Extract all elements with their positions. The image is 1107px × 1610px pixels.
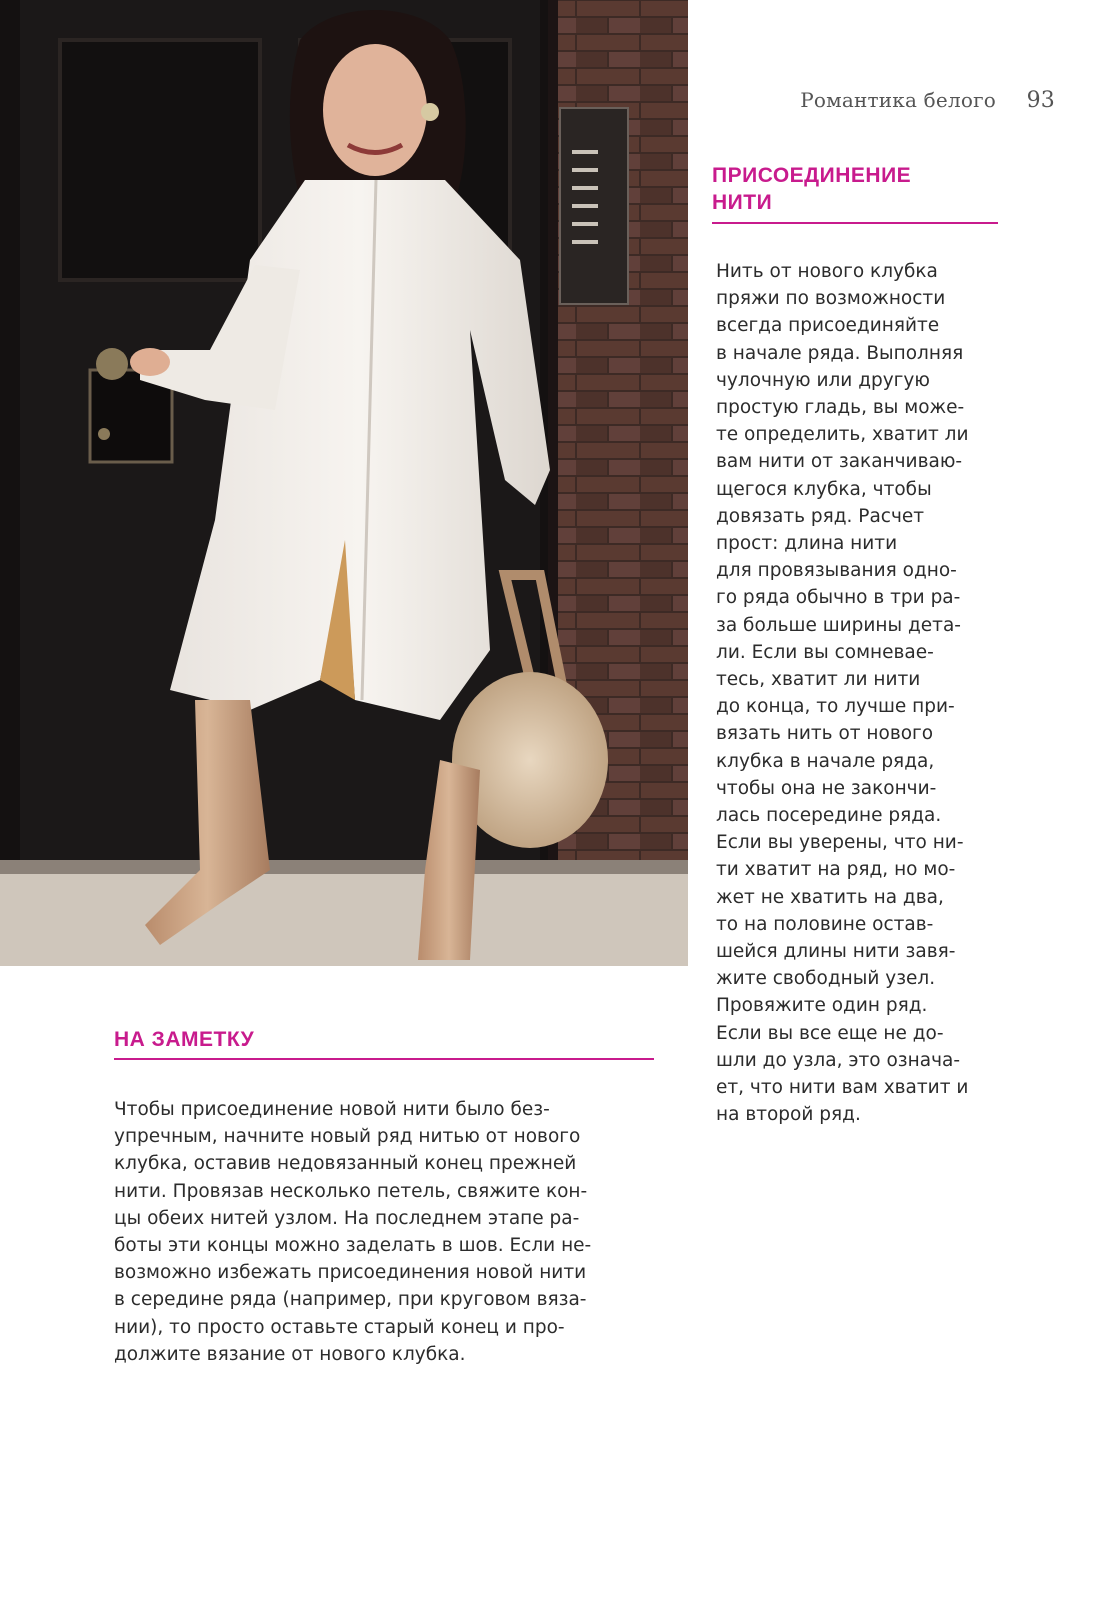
text-line: ти хватит на ряд, но мо- bbox=[716, 859, 956, 881]
text-line: те определить, хватит ли bbox=[716, 424, 969, 446]
text-line: клубка, оставив недовязанный конец прежней bbox=[114, 1153, 577, 1175]
running-header bbox=[800, 88, 1055, 113]
text-line: всегда присоединяйте bbox=[716, 315, 940, 337]
text-line: Если вы все еще не до- bbox=[716, 1022, 944, 1044]
text-line: Нить от нового клубка bbox=[716, 261, 938, 282]
text-line: тесь, хватит ли нити bbox=[716, 669, 921, 691]
text-line: прост: длина нити bbox=[716, 533, 898, 555]
text-line: Если вы уверены, что ни- bbox=[716, 832, 964, 854]
text-line: ли. Если вы сомневае- bbox=[716, 641, 934, 663]
text-line: то на половине остав- bbox=[716, 913, 934, 935]
text-line: щегося клубка, чтобы bbox=[716, 478, 932, 500]
note-body bbox=[114, 1096, 591, 1368]
note-heading-rule bbox=[114, 1058, 654, 1060]
text-line: Чтобы присоединение новой нити было без- bbox=[114, 1099, 550, 1120]
sidebar-heading-line: НИТИ bbox=[712, 191, 773, 214]
text-line: клубка в начале ряда, bbox=[716, 750, 935, 772]
text-line: в середине ряда (например, при круговом вяза- bbox=[114, 1289, 587, 1311]
text-line: упречным, начните новый ряд нитью от нового bbox=[114, 1126, 581, 1148]
sidebar-heading-rule bbox=[712, 222, 998, 224]
fashion-photo bbox=[0, 0, 688, 966]
text-line: чулочную или другую bbox=[716, 369, 930, 391]
text-line: пряжи по возможности bbox=[716, 288, 946, 310]
text-line: довязать ряд. Расчет bbox=[716, 505, 925, 527]
text-line: для провязывания одно- bbox=[716, 560, 957, 582]
sidebar-body bbox=[716, 258, 969, 1129]
sidebar-heading bbox=[712, 162, 911, 216]
text-line: возможно избежать присоединения новой нити bbox=[114, 1262, 587, 1284]
text-line: нити. Провязав несколько петель, свяжите кон- bbox=[114, 1180, 588, 1202]
text-line: нии), то просто оставьте старый конец и про- bbox=[114, 1316, 565, 1338]
text-line: Провяжите один ряд. bbox=[716, 995, 928, 1017]
text-line: чтобы она не закончи- bbox=[716, 777, 937, 799]
text-line: до конца, то лучше при- bbox=[716, 696, 955, 718]
text-line: шли до узла, это означа- bbox=[716, 1049, 961, 1071]
section-title: Романтика белого bbox=[800, 88, 997, 112]
text-line: цы обеих нитей узлом. На последнем этапе ра- bbox=[114, 1207, 580, 1229]
text-line: ет, что нити вам хватит и bbox=[716, 1077, 969, 1099]
text-line: го ряда обычно в три ра- bbox=[716, 587, 961, 609]
text-line: простую гладь, вы може- bbox=[716, 397, 965, 419]
text-line: вязать нить от нового bbox=[716, 723, 934, 745]
sidebar-heading-line: ПРИСОЕДИНЕНИЕ bbox=[712, 164, 912, 187]
text-line: в начале ряда. Выполняя bbox=[716, 342, 964, 364]
text-line: на второй ряд. bbox=[716, 1104, 861, 1126]
text-line: лась посередине ряда. bbox=[716, 805, 942, 827]
text-line: должите вязание от нового клубка. bbox=[114, 1343, 466, 1365]
text-line: шейся длины нити завя- bbox=[716, 941, 956, 963]
page-number: 93 bbox=[1026, 88, 1055, 113]
note-heading: НА ЗАМЕТКУ bbox=[114, 1028, 255, 1051]
text-line: за больше ширины дета- bbox=[716, 614, 961, 636]
text-line: вам нити от заканчиваю- bbox=[716, 451, 963, 473]
text-line: жите свободный узел. bbox=[716, 968, 936, 990]
text-line: боты эти концы можно заделать в шов. Если не- bbox=[114, 1235, 592, 1257]
text-line: жет не хватить на два, bbox=[716, 886, 944, 908]
